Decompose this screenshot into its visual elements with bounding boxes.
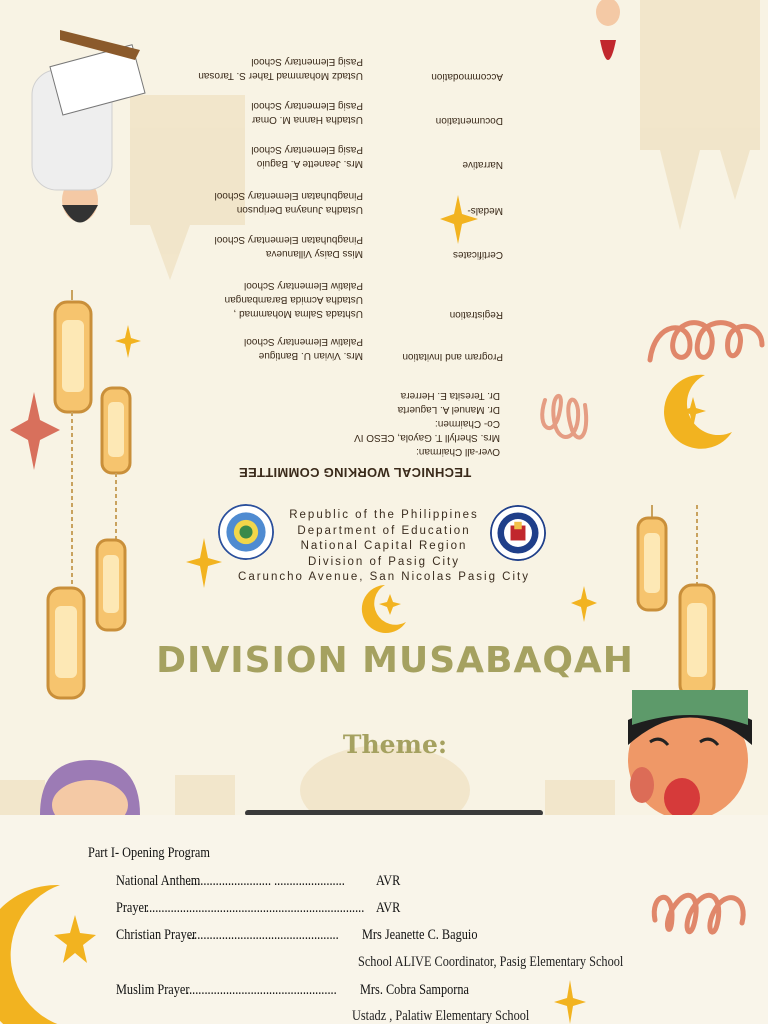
overall-chairman-label: Over-all Chairman: — [416, 446, 500, 457]
committee-role: Medals- — [467, 205, 503, 216]
program-item-value: AVR — [376, 900, 401, 916]
agency-header — [228, 508, 540, 586]
committee-role: Program and Invitation — [402, 351, 503, 362]
committee-member: Mrs. Jeanette A. Baguio Pasig Elementary School — [251, 144, 363, 169]
committee-role: Documentation — [435, 115, 503, 126]
program-page — [0, 815, 768, 1024]
program-item-subtitle: Ustadz , Palatiw Elementary School — [352, 1008, 530, 1024]
star-icon — [54, 915, 96, 963]
committee-role: Registration — [449, 309, 503, 320]
leader-dots: ....................................................................... — [146, 900, 365, 916]
committee-member: Ustadha Junayna Deripuson Pinagbuhatan Elementary School — [214, 190, 363, 215]
committee-section — [0, 0, 768, 480]
committee-member: Miss Daisy Villanueva Pinagbuhatan Elementary School — [214, 234, 363, 259]
part-heading: Part I- Opening Program — [88, 845, 210, 861]
overall-chairman-name: Mrs. Sherlyll T. Gayola, CESO IV — [354, 432, 500, 443]
program-item-value: Mrs. Cobra Samporna — [360, 982, 469, 998]
committee-member: Ushtada Salma Mohammad , Ustadha Acmida Barambangan Palatiw Elementary School — [224, 280, 363, 319]
leader-dots: ........................... ....................... — [188, 873, 345, 889]
sparkle-icon — [554, 980, 586, 1024]
committee-title: TECHNICAL WORKING COMMITTEE — [238, 465, 472, 480]
leader-dots: ................................................. — [186, 982, 337, 998]
header-line: Department of Education — [297, 524, 471, 537]
committee-member: Ustadz Mohammad Taher S. Tarosan Pasig Elementary School — [198, 56, 363, 81]
theme-label: Theme: — [342, 730, 448, 759]
header-line: National Capital Region — [300, 540, 468, 552]
program-item-label: National Anthem — [116, 873, 201, 889]
swirl-decoration — [654, 895, 743, 932]
program-item-value: AVR — [376, 873, 401, 889]
leader-dots: ................................................. — [188, 927, 339, 943]
crescent-icon — [0, 885, 110, 1024]
girl-illustration — [40, 760, 140, 815]
committee-member: Mrs. Vivian U. Bantigue Palatiw Elementary School — [244, 336, 363, 361]
program-item-label: Christian Prayer — [116, 927, 197, 943]
header-line: Caruncho Avenue, San Nicolas Pasig City — [238, 571, 530, 583]
co-chairman-name: Dr. Teresita E. Herrera — [400, 390, 500, 401]
co-chairmen-label: Co- Chairmen: — [434, 418, 500, 429]
program-item-label: Muslim Prayer — [116, 982, 190, 998]
header-line: Division of Pasig City — [307, 555, 460, 568]
committee-role: Narrative — [462, 159, 503, 170]
committee-member: Ustadha Hanna M. Omar Pasig Elementary School — [251, 100, 363, 125]
program-item-value: Mrs Jeanette C. Baguio — [362, 927, 478, 943]
co-chairman-name: Dr. Manuel A. Laguerta — [397, 404, 500, 415]
program-item-subtitle: School ALIVE Coordinator, Pasig Elementary School — [358, 954, 624, 970]
committee-role: Certificates — [452, 249, 503, 260]
event-title: DIVISION MUSABAQAH — [156, 640, 634, 681]
program-item-label: Prayer — [116, 900, 149, 916]
committee-role: Accommodation — [431, 71, 503, 82]
header-line: Republic of the Philippines — [289, 509, 479, 521]
